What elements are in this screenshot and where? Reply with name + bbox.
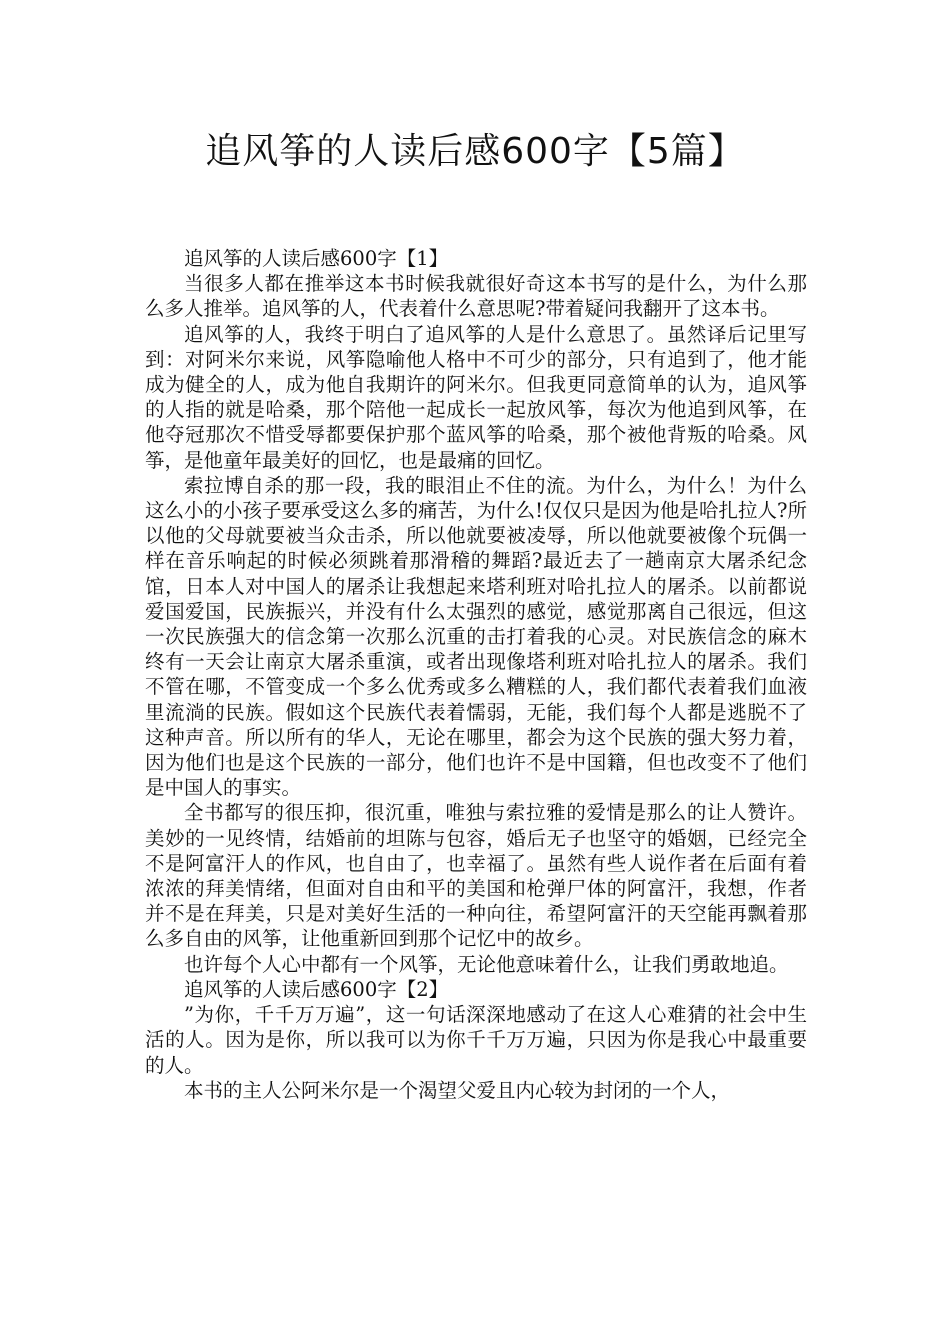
paragraph: ”为你，千千万万遍”，这一句话深深地感动了在这人心难猜的社会中生活的人。因为是你，所以我可以为你千千万万遍，只因为你是我心中最重要的人。 xyxy=(145,1003,807,1077)
paragraph: 本书的主人公阿米尔是一个渴望父爱且内心较为封闭的一个人， xyxy=(184,1078,731,1102)
paragraph: 索拉博自杀的那一段，我的眼泪止不住的流。为什么，为什么！为什么这么小的小孩子要承受这么多的痛苦，为什么!仅仅只是因为他是哈扎拉人?所以他的父母就要被当众击杀，所以他就要被凌辱，所以他就要被像个玩偶一样在音乐响起的时候必须跳着那滑稽的舞蹈?最近去了一趟南京大屠杀纪念馆，日本人对中国人的屠杀让我想起来塔利班对哈扎拉人的屠杀。以前都说爱国爱国，民族振兴，并没有什么太强烈的感觉，感觉那离自己很远，但这一次民族强大的信念第一次那么沉重的击打着我的心灵。对民族信念的麻木终有一天会让南京大屠杀重演，或者出现像塔利班对哈扎拉人的屠杀。我们不管在哪，不管变成一个多么优秀或多么糟糕的人，我们都代表着我们血液里流淌的民族。假如这个民族代表着懦弱，无能，我们每个人都是逃脱不了这种声音。所以所有的华人，无论在哪里，都会为这个民族的强大努力着，因为他们也是这个民族的一部分，他们也许不是中国籍，但也改变不了他们是中国人的事实。 xyxy=(145,473,807,800)
section-heading-1: 追风筝的人读后感600字【1】 xyxy=(184,247,449,270)
paragraph: 当很多人都在推举这本书时候我就很好奇这本书写的是什么，为什么那么多人推举。追风筝的人，代表着什么意思呢?带着疑问我翻开了这本书。 xyxy=(145,272,807,321)
paragraph: 也许每个人心中都有一个风筝，无论他意味着什么，让我们勇敢地追。 xyxy=(184,952,789,976)
section-heading-2: 追风筝的人读后感600字【2】 xyxy=(184,977,449,1001)
paragraph: 追风筝的人，我终于明白了追风筝的人是什么意思了。虽然译后记里写到：对阿米尔来说，风筝隐喻他人格中不可少的部分，只有追到了，他才能成为健全的人，成为他自我期许的阿米尔。但我更同意简单的认为，追风筝的人指的就是哈桑，那个陪他一起成长一起放风筝，每次为他追到风筝，在他夺冠那次不惜受辱都要保护那个蓝风筝的哈桑，那个被他背叛的哈桑。风筝，是他童年最美好的回忆，也是最痛的回忆。 xyxy=(145,322,807,472)
page-title: 追风筝的人读后感600字【5篇】 xyxy=(205,131,745,172)
article-body xyxy=(145,246,807,1103)
paragraph: 全书都写的很压抑，很沉重，唯独与索拉雅的爱情是那么的让人赞许。美妙的一见终情，结婚前的坦陈与包容，婚后无子也坚守的婚姻，已经完全不是阿富汗人的作风，也自由了，也幸福了。虽然有些人说作者在后面有着浓浓的拜美情绪，但面对自由和平的美国和枪弹尸体的阿富汗，我想，作者并不是在拜美，只是对美好生活的一种向往，希望阿富汗的天空能再飘着那么多自由的风筝，让他重新回到那个记忆中的故乡。 xyxy=(145,801,807,951)
